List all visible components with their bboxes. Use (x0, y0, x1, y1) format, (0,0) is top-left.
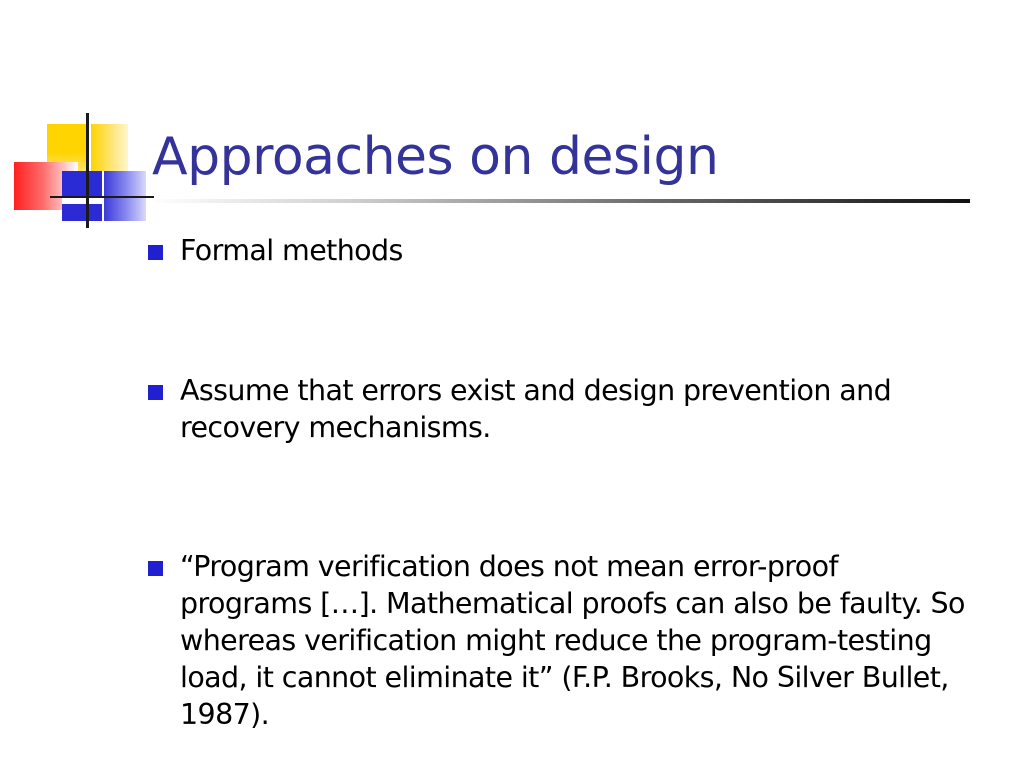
bullet-text: Assume that errors exist and design prevention and recovery mechanisms. (180, 374, 892, 444)
logo-horizontal-line (50, 196, 154, 198)
bullet-text: “Program verification does not mean error-proof programs […]. Mathematical proofs can also be faulty. So whereas verification might reduce the program-testing load, it cannot eliminate it” (F.P. Brooks, No Silver Bullet, 1987). (180, 550, 965, 731)
bullet-item (146, 548, 970, 733)
slide-title: Approaches on design (152, 127, 719, 187)
bullet-item (146, 232, 1010, 269)
square-bullet-icon (148, 561, 163, 576)
bullet-item (146, 372, 1010, 446)
square-bullet-icon (148, 385, 163, 400)
bullet-text: Formal methods (180, 234, 403, 267)
title-underline-rule (148, 199, 970, 203)
colored-blocks-logo-icon (0, 0, 160, 240)
logo-vertical-line (86, 113, 89, 228)
logo-yellow-block-right (91, 124, 128, 171)
square-bullet-icon (148, 245, 163, 260)
